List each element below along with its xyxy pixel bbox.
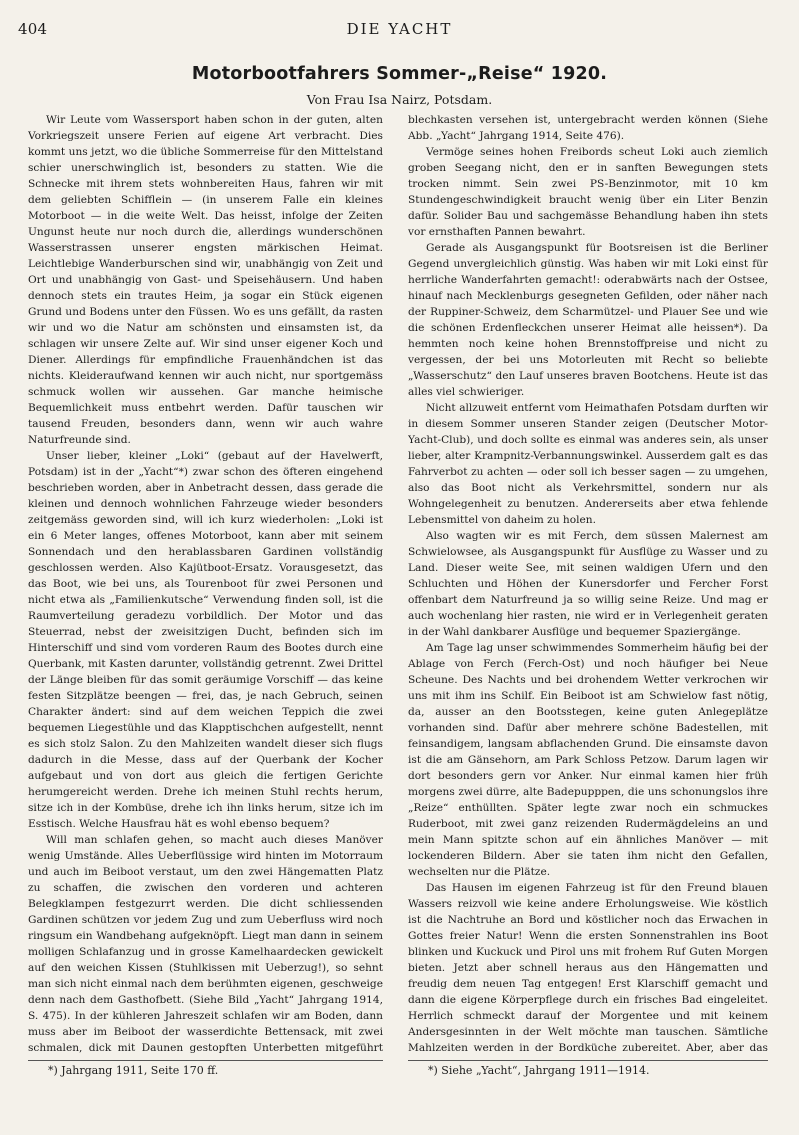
footnote-right: *) Siehe „Yacht“, Jahrgang 1911—1914.: [428, 1064, 650, 1077]
left-column: [28, 112, 383, 1057]
paragraph: Am Tage lag unser schwimmendes Sommerheim häufig bei der Ablage von Ferch (Ferch-Ost) und noch häufiger bei Neue Scheune. Des Nachts und bei drohendem Wetter verkrochen wir uns mit ihm ins Schilf. Ein Beiboot ist am Schwielow fast nötig, da, ausser an den Bootsstegen, keine guten Anlegeplätze vorhanden sind. Dafür aber mehrere schöne Badestellen, mit feinsandigem, langsam abflachenden Grund. Die einsamste davon ist die am Gänsehorn, am Park Schloss Petzow. Darum lagen wir dort besonders gern vor Anker. Nur einmal kamen hier früh morgens zwei dürre, alte Badepupppen, die uns schonungslos ihre „Reize“ enthüllten. Später legte zwar noch ein schmuckes Ruderboot, mit zwei ganz reizenden Rudermägdeleins an und mein Mann spitzte schon auf ein ähnliches Manöver — mit lockenderen Bildern. Aber sie taten ihm nicht den Gefallen, wechselten nur die Plätze.: [408, 642, 768, 878]
running-head: DIE YACHT: [346, 20, 453, 38]
footnote-left: *) Jahrgang 1911, Seite 170 ff.: [48, 1064, 219, 1077]
paragraph: Wir Leute vom Wassersport haben schon in der guten, alten Vorkriegszeit unsere Ferien auf eigene Art verbracht. Dies kommt uns jetzt, wo die übliche Sommerreise für den Mittelstand schier unerschwinglich ist, besonders zu statten. Wie die Schnecke mit ihrem stets wohnbereiten Haus, fahren wir mit dem geliebten Schifflein — (in unserem Falle ein kleines Motorboot — in die weite Welt. Das heisst, infolge der Zeiten Ungunst heute nur noch durch die, allerdings wunderschönen Wasserstrassen unserer engsten märkischen Heimat. Leichtlebige Wanderburschen sind wir, unabhängig von Zeit und Ort und unabhängig von Gast- und Speisehäusern. Und haben dennoch stets ein trautes Heim, ja sogar ein Stück eigenen Grund und Bodens unter den Füssen. Wo es uns gefällt, da rasten wir und wo die Natur am schönsten und einsamsten ist, da schlagen wir unsere Zelte auf. Wir sind unser eigener Koch und Diener. Allerdings für empfindliche Frauenhändchen ist das nichts. Kleideraufwand kennen wir auch nicht, nur sportgemäss schmuck wollen wir aussehen. Gar manche heimische Bequemlichkeit muss entbehrt werden. Dafür tauschen wir tausend Freuden, besonders dann, wenn wir auch wahre Naturfreunde sind.: [28, 114, 383, 446]
paragraph: Gerade als Ausgangspunkt für Bootsreisen ist die Berliner Gegend unvergleichlich günstig. Was haben wir mit Loki einst für herrliche Wanderfahrten gemacht!: oderabwärts nach der Ostsee, hinauf nach Mecklenburgs gesegneten Gefilden, oder näher nach der Ruppiner-Schweiz, dem Scharmützel- und Plauer See und wie die schönen Erdenfleckchen unserer Heimat alle heissen*). Da hemmten noch keine hohen Brennstoffpreise und nicht zu vergessen, der bei uns Motorleuten mit Recht so beliebte „Wasserschutz“ den Lauf unseres braven Bootchens. Heute ist das alles viel schwieriger.: [408, 242, 768, 398]
paragraph: Das Hausen im eigenen Fahrzeug ist für den Freund blauen Wassers reizvoll wie keine andere Erholungsweise. Wie köstlich ist die Nachtruhe an Bord und köstlicher noch das Erwachen in Gottes freier Natur! Wenn die ersten Sonnenstrahlen ins Boot blinken und Kuckuck und Pirol uns mit frohem Ruf Guten Morgen bieten. Jetzt aber schnell heraus aus den Hängematten und freudig dem neuen Tag entgegen! Erst Klarschiff gemacht und dann die eigene Körperpflege durch ein frisches Bad eingeleitet. Herrlich schmeckt darauf der Morgentee und mit keinem Andersgesinnten in der Welt möchte man tauschen. Sämtliche Mahlzeiten werden in der Bordküche zubereitet. Aber, aber das: [408, 882, 768, 1054]
paragraph-continued: blechkasten versehen ist, untergebracht werden können (Siehe Abb. „Yacht“ Jahrgang 1914, Seite 476).: [408, 114, 768, 142]
paragraph: Also wagten wir es mit Ferch, dem süssen Malernest am Schwielowsee, als Ausgangspunkt für Ausflüge zu Wasser und zu Land. Dieser weite See, mit seinen waldigen Ufern und den Schluchten und Höhen der Kunersdorfer und Fercher Forst offenbart dem Naturfreund ja so willig seine Reize. Und mag er auch wochenlang hier rasten, nie wird er in Verlegenheit geraten in der Wahl dankbarer Ausflüge und bequemer Spaziergänge.: [408, 530, 768, 638]
article-title: Motorbootfahrers Sommer-„Reise“ 1920.: [191, 64, 608, 84]
article-byline: Von Frau Isa Nairz, Potsdam.: [306, 92, 493, 107]
page-number: 404: [18, 20, 48, 38]
paragraph: Unser lieber, kleiner „Loki“ (gebaut auf der Havelwerft, Potsdam) ist in der „Yacht“*) zwar schon des öfteren eingehend beschrieben worden, aber in Anbetracht dessen, dass gerade die kleinen und dennoch wohnlichen Fahrzeuge wieder besonders zeitgemäss geworden sind, will ich kurz wiederholen: „Loki ist ein 6 Meter langes, offenes Motorboot, kann aber mit seinem Sonnendach und den herablassbaren Gardinen vollständig geschlossen werden. Also Kajütboot-Ersatz. Vorausgesetzt, das das Boot, wie bei uns, als Tourenboot für zwei Personen und nicht etwa als „Familienkutsche“ Verwendung finden soll, ist die Raumverteilung geradezu vorbildlich. Der Motor und das Steuerrad, nebst der zweisitzigen Ducht, befinden sich im Hinterschiff und sind vom vorderen Raum des Bootes durch eine Querbank, mit Kasten darunter, vollständig getrennt. Zwei Drittel der Länge bleiben für das somit geräumige Vorschiff — das keine festen Sitzplätze beengen — frei, das, je nach Gebruch, seinen Charakter ändert: sind auf dem weichen Teppich die zwei bequemen Liegestühle und das Klapptischchen aufgestellt, nennt es sich stolz Salon. Zu den Mahlzeiten wandelt dieser sich flugs dadurch in die Messe, dass auf der Querbank der Kocher aufgebaut und von dort aus gleich die fertigen Gerichte herumgereicht werden. Drehe ich meinen Stuhl rechts herum, sitze ich in der Kombüse, drehe ich ihn links herum, sitze ich im Esstisch. Welche Hausfrau hät es wohl ebenso bequem?: [28, 450, 383, 830]
paragraph: Vermöge seines hohen Freibords scheut Loki auch ziemlich groben Seegang nicht, den er in sanften Bewegungen stets trocken nimmt. Sein zwei PS-Benzinmotor, mit 10 km Stundengeschwindigkeit braucht wenig über ein Liter Benzin dafür. Solider Bau und sachgemässe Behandlung haben ihn stets vor ernsthaften Pannen bewahrt.: [408, 146, 768, 238]
paragraph: Will man schlafen gehen, so macht auch dieses Manöver wenig Umstände. Alles Ueberflüssige wird hinten im Motorraum und auch im Beiboot verstaut, um den zwei Hängematten Platz zu schaffen, die zwischen den vorderen und achteren Belegklampen festgezurrt werden. Die dicht schliessenden Gardinen schützen vor jedem Zug und zum Ueberfluss wird noch ringsum ein Wandbehang aufgeknöpft. Liegt man dann in seinem molligen Schlafanzug und in grosse Kamelhaardecken gewickelt auf den weichen Kissen (Stuhlkissen mit Ueberzug!), so sehnt man sich nicht einmal nach dem berühmten eigenen, geschweige denn nach dem Gasthofbett. (Siehe Bild „Yacht“ Jahrgang 1914, S. 475). In der kühleren Jahreszeit schlafen wir am Boden, dann muss aber im Beiboot der wasserdichte Bettensack, mit zwei schmalen, dick mit Daunen gestopften Unterbetten mitgeführt: [28, 834, 383, 1054]
right-column: [408, 112, 768, 1057]
paragraph: Nicht allzuweit entfernt vom Heimathafen Potsdam durften wir in diesem Sommer unseren Stander zeigen (Deutscher Motor-Yacht-Club), und doch sollte es einmal was anderes sein, als unser lieber, alter Krampnitz-Verbannungswinkel. Ausserdem galt es das Fahrverbot zu achten — oder soll ich besser sagen — zu umgehen, also das Boot nicht als Verkehrsmittel, sondern nur als Wohngelegenheit zu benutzen. Andererseits aber etwa fehlende Lebensmittel von daheim zu holen.: [408, 402, 768, 526]
footnote-divider: [28, 1060, 383, 1061]
footnote-divider: [408, 1060, 768, 1061]
